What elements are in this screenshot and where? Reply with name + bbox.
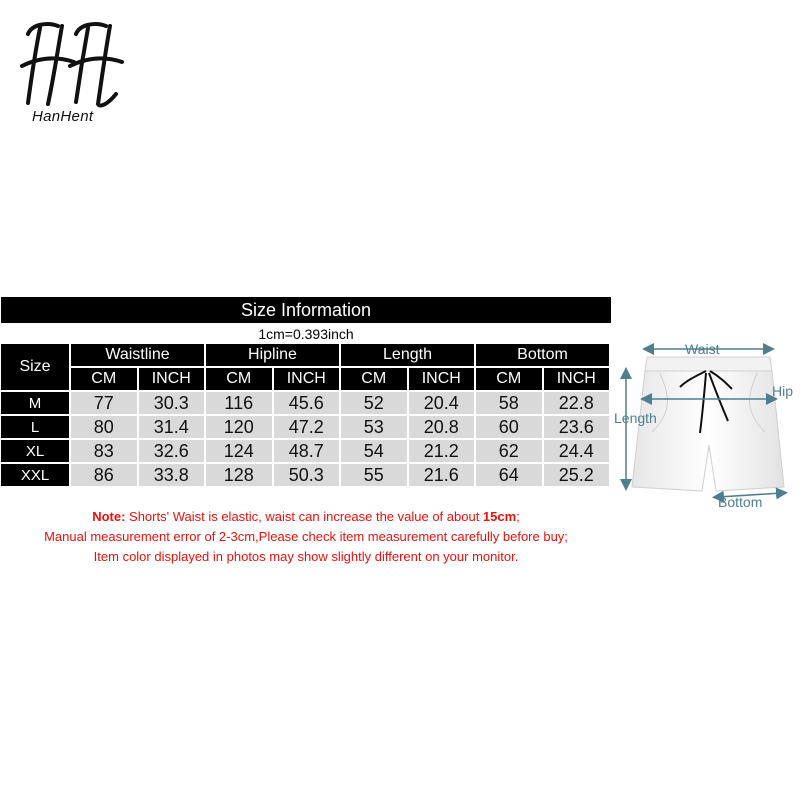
table-row xyxy=(0,463,612,487)
table-cell: 50.3 xyxy=(273,463,341,487)
table-row xyxy=(0,415,612,439)
table-cell: 64 xyxy=(475,463,543,487)
table-cell: 24.4 xyxy=(543,439,611,463)
brand-name: HanHent xyxy=(32,108,94,125)
note-label: Note: xyxy=(92,509,126,524)
size-label: M xyxy=(0,391,70,415)
waist-label: Waist xyxy=(685,341,720,357)
table-cell: 25.2 xyxy=(543,463,611,487)
table-header xyxy=(0,343,612,391)
table-cell: 80 xyxy=(70,415,138,439)
note-line-2: Manual measurement error of 2-3cm,Please check item measurement carefully before buy; xyxy=(44,529,568,544)
table-cell: 48.7 xyxy=(273,439,341,463)
note-line-1 xyxy=(0,507,612,527)
table-row xyxy=(0,439,612,463)
note-text: Shorts' Waist is elastic, waist can increase the value of about xyxy=(125,509,483,524)
group-bottom xyxy=(475,343,610,391)
table-cell: 120 xyxy=(205,415,273,439)
table-cell: 52 xyxy=(340,391,408,415)
unit-inch-header: INCH xyxy=(138,367,206,391)
table-cell: 86 xyxy=(70,463,138,487)
table-cell: 21.6 xyxy=(408,463,476,487)
size-note xyxy=(0,507,612,567)
table-cell: 23.6 xyxy=(543,415,611,439)
table-cell: 20.8 xyxy=(408,415,476,439)
unit-inch-header: INCH xyxy=(273,367,341,391)
table-cell: 53 xyxy=(340,415,408,439)
table-cell: 20.4 xyxy=(408,391,476,415)
unit-cm-header: CM xyxy=(70,367,138,391)
size-label: XL xyxy=(0,439,70,463)
bottom-label: Bottom xyxy=(718,494,763,510)
table-title-row xyxy=(0,296,612,324)
unit-cm-header: CM xyxy=(340,367,408,391)
size-column-header: Size xyxy=(0,343,70,391)
brand-logo-mark xyxy=(18,18,138,110)
note-highlight: 15cm xyxy=(482,509,517,524)
group-waistline xyxy=(70,343,205,391)
size-label: L xyxy=(0,415,70,439)
hip-label: Hip xyxy=(772,383,794,399)
table-cell: 47.2 xyxy=(273,415,341,439)
table-cell: 54 xyxy=(340,439,408,463)
group-label: Length xyxy=(340,343,475,367)
table-cell: 128 xyxy=(205,463,273,487)
table-cell: 58 xyxy=(475,391,543,415)
unit-cm-header: CM xyxy=(205,367,273,391)
conversion-row xyxy=(0,324,612,343)
unit-cm-header: CM xyxy=(475,367,543,391)
length-label: Length xyxy=(614,410,657,426)
table-cell: 55 xyxy=(340,463,408,487)
table-cell: 77 xyxy=(70,391,138,415)
group-label: Hipline xyxy=(205,343,340,367)
table-cell: 32.6 xyxy=(138,439,206,463)
group-label: Waistline xyxy=(70,343,205,367)
note-line-3: Item color displayed in photos may show slightly different on your monitor. xyxy=(93,549,519,564)
table-cell: 62 xyxy=(475,439,543,463)
table-cell: 60 xyxy=(475,415,543,439)
size-table xyxy=(0,296,612,487)
table-cell: 45.6 xyxy=(273,391,341,415)
note-text-end: ; xyxy=(516,509,520,524)
table-cell: 124 xyxy=(205,439,273,463)
table-cell: 30.3 xyxy=(138,391,206,415)
unit-inch-header: INCH xyxy=(408,367,476,391)
table-cell: 31.4 xyxy=(138,415,206,439)
size-label: XXL xyxy=(0,463,70,487)
table-title: Size Information xyxy=(0,296,612,324)
shorts-measurement-diagram xyxy=(612,337,800,512)
table-cell: 22.8 xyxy=(543,391,611,415)
table-cell: 83 xyxy=(70,439,138,463)
brand-logo xyxy=(18,18,138,128)
unit-conversion: 1cm=0.393inch xyxy=(0,324,612,343)
table-cell: 116 xyxy=(205,391,273,415)
table-cell: 21.2 xyxy=(408,439,476,463)
table-cell: 33.8 xyxy=(138,463,206,487)
group-label: Bottom xyxy=(475,343,610,367)
table-row xyxy=(0,391,612,415)
unit-inch-header: INCH xyxy=(543,367,611,391)
group-hipline xyxy=(205,343,340,391)
group-length xyxy=(340,343,475,391)
